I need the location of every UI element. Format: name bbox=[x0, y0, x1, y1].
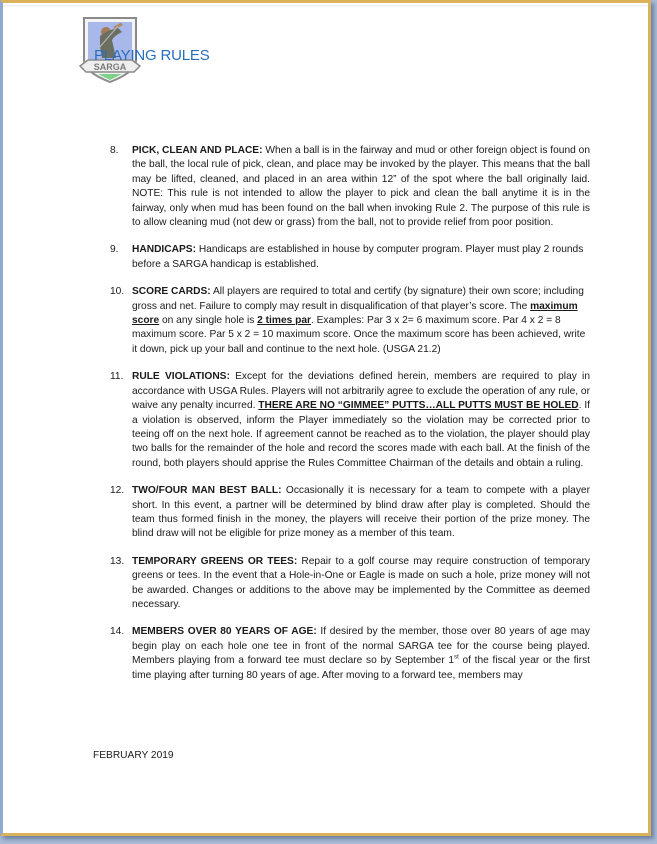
logo-text: SARGA bbox=[93, 62, 127, 72]
rule-text: Except for the deviations defined herein, members are required to play in accordance with USGA Rules. Players will not arbitrarily agree to exclude the operation of any rule, or waive any penalty incurred. bbox=[132, 371, 590, 412]
rule-text: All players are required to total and certify (by signature) their own score; including gross and net. Failure to comply may result in disqualification of that player’s score. The bbox=[132, 286, 584, 312]
rule-text: Repair to a golf course may require construction of temporary greens or tees. In the event that a Hole-in-One or Eagle is made on such a hole, prize money will not be awarded. Changes or additions to the above may be implemented by the Committee as deemed necessary. bbox=[132, 555, 590, 610]
ordinal-suffix: st bbox=[454, 654, 459, 661]
rule-heading: HANDICAPS: bbox=[132, 244, 196, 256]
rule-emphasis: THERE ARE NO “GIMMEE” PUTTS…ALL PUTTS MUST BE HOLED bbox=[258, 400, 579, 412]
rule-text: Occasionally it is necessary for a team to compete with a player short. In this event, a partner will be determined by blind draw after play is completed. Should the team thus formed finish in the money, the players will receive their portion of the prize money. The blind draw will not be eligible for prize money as a member of this team. bbox=[132, 485, 590, 540]
rule-text: of the fiscal year or the first time playing after turning 80 years of age. After moving to a forward tee, members may bbox=[132, 655, 590, 681]
rule-text: . Examples: Par 3 x 2= 6 maximum score. Par 4 x 2 = 8 maximum score. Par 5 x 2 = 10 maximum score. Once the maximum score has been achieved, write it down, pick up your ball and continue to the next hole. (USGA 21.2) bbox=[132, 315, 586, 355]
rule-heading: MEMBERS OVER 80 YEARS OF AGE: bbox=[132, 626, 317, 638]
rule-number: 12. bbox=[110, 485, 125, 497]
rule-heading: SCORE CARDS: bbox=[132, 286, 211, 298]
rule-item bbox=[110, 144, 590, 230]
rule-text: Handicaps are established in house by computer program. Player must play 2 rounds before a SARGA handicap is established. bbox=[132, 244, 584, 270]
rule-heading: PICK, CLEAN AND PLACE: bbox=[132, 145, 263, 156]
rule-number: 14. bbox=[110, 626, 125, 638]
footer-date: FEBRUARY 2019 bbox=[93, 750, 174, 761]
rule-heading: TEMPORARY GREENS OR TEES: bbox=[132, 555, 298, 567]
rule-text: on any single hole is bbox=[159, 315, 258, 327]
rule-number: 9. bbox=[110, 244, 119, 256]
rule-emphasis: maximum score bbox=[132, 300, 578, 327]
rule-item bbox=[110, 625, 590, 683]
rule-text: If desired by the member, those over 80 years of age may begin play on each hole one tee in front of the normal SARGA tee for the course being played. Members playing from a forward tee must declare so by September 1 bbox=[132, 626, 590, 667]
rule-text: . If a violation is observed, inform the Player immediately so the violation may be corrected prior to teeing off on the next hole. If agreement cannot be reached as to the violation, the player should play two balls for the remainder of the hole and record the scores made with each ball. At the finish of the round, both players should apprise the Rules Committee Chairman of the details and obtain a ruling. bbox=[132, 400, 590, 469]
rule-number: 8. bbox=[110, 145, 119, 156]
page-title: PLAYING RULES bbox=[94, 47, 210, 64]
rule-number: 11. bbox=[110, 371, 124, 383]
rule-emphasis: 2 times par bbox=[257, 315, 311, 327]
rule-heading: RULE VIOLATIONS: bbox=[132, 371, 230, 383]
rule-number: 10. bbox=[110, 286, 125, 298]
rules-list bbox=[110, 144, 590, 696]
rule-heading: TWO/FOUR MAN BEST BALL: bbox=[132, 485, 282, 497]
rule-number: 13. bbox=[110, 555, 125, 567]
rule-item bbox=[110, 285, 590, 357]
rule-text: When a ball is in the fairway and mud or other foreign object is found on the ball, the local rule of pick, clean, and place may be invoked by the player. This means that the ball may be lifted, cleaned, and placed in an area within 12” of the spot where the ball originally laid. NOTE: This rule is not intended to allow the player to pick and clean the ball anytime it is in the fairway, only when mud has been found on the ball when invoking Rule 2. The purpose of this rule is to allow cleaning mud (not dew or grass) from the ball, not to provide relief from poor position. bbox=[132, 145, 590, 229]
rule-item bbox=[110, 243, 590, 272]
rule-item bbox=[110, 484, 590, 542]
rule-item bbox=[110, 555, 590, 613]
rule-item bbox=[110, 370, 590, 471]
